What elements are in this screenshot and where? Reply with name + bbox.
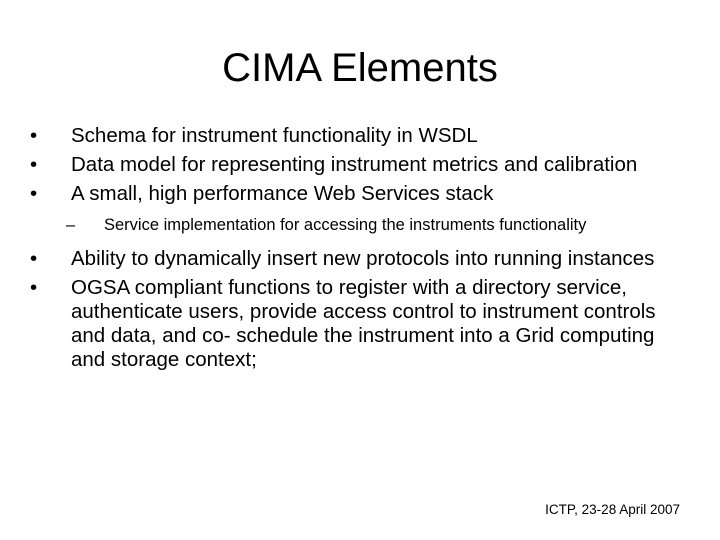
bullet-text: Schema for instrument functionality in WSDL bbox=[71, 124, 478, 147]
sub-bullet-list bbox=[30, 216, 690, 235]
bullet-text: Ability to dynamically insert new protocols into running instances bbox=[71, 247, 655, 270]
bullet-text: OGSA compliant functions to register with a directory service, authenticate users, provide access control to instrument controls and data, and co- schedule the instrument into a Grid computing and storage context; bbox=[71, 276, 656, 371]
sub-bullet-item bbox=[30, 216, 690, 235]
bullet-marker: • bbox=[30, 153, 38, 176]
bullet-item bbox=[30, 153, 690, 177]
bullet-marker: • bbox=[30, 182, 38, 205]
sub-bullet-text: Service implementation for accessing the instruments functionality bbox=[104, 216, 587, 234]
bullet-item bbox=[30, 276, 690, 372]
bullet-text: A small, high performance Web Services stack bbox=[71, 182, 494, 205]
bullet-item bbox=[30, 124, 690, 148]
footer-caption: ICTP, 23-28 April 2007 bbox=[545, 502, 680, 517]
sub-bullet-marker: – bbox=[66, 216, 76, 234]
slide-title: CIMA Elements bbox=[222, 46, 498, 90]
bullet-item bbox=[30, 182, 690, 206]
sub-bullet-group bbox=[30, 216, 690, 235]
bullet-marker: • bbox=[30, 124, 38, 147]
bullet-list bbox=[30, 124, 690, 377]
bullet-text: Data model for representing instrument metrics and calibration bbox=[71, 153, 638, 176]
bullet-marker: • bbox=[30, 276, 38, 299]
bullet-marker: • bbox=[30, 247, 38, 270]
bullet-item bbox=[30, 247, 690, 271]
